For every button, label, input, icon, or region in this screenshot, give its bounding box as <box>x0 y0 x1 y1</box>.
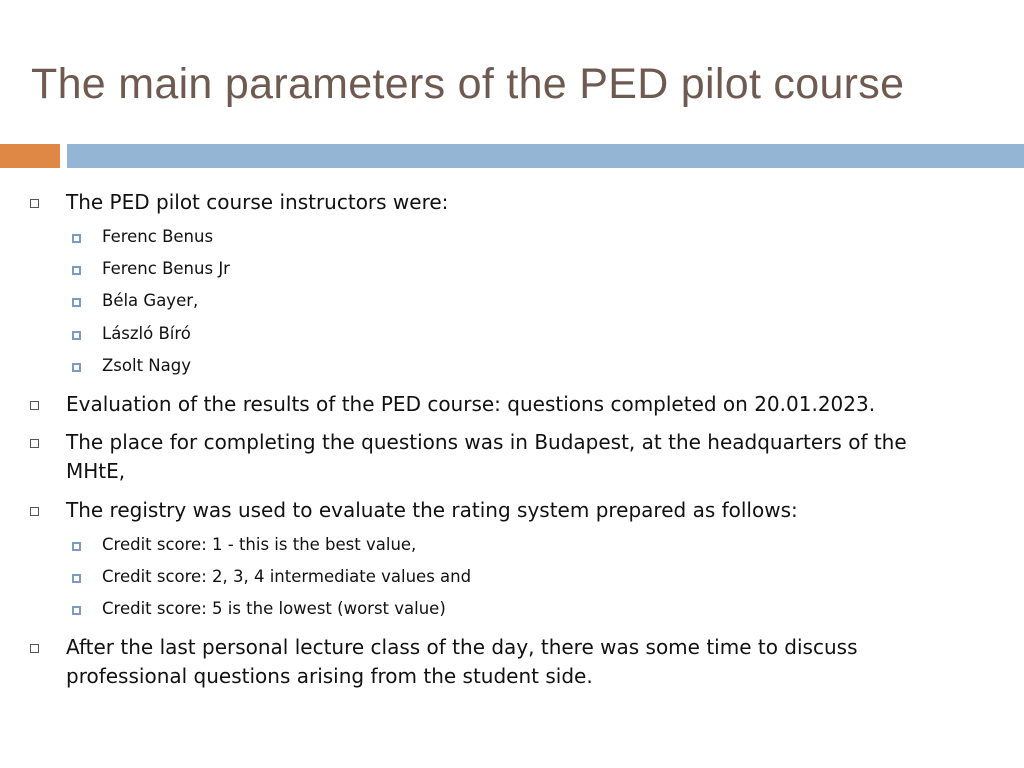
bullet-marker-icon <box>30 199 39 208</box>
bullet-place: The place for completing the questions was in Budapest, at the headquarters of the MHtE, <box>66 430 907 483</box>
slide-title: The main parameters of the PED pilot course <box>31 60 905 108</box>
sub-bullet-marker-icon <box>72 542 81 551</box>
bullet-evaluation: Evaluation of the results of the PED course: questions completed on 20.01.2023. <box>66 392 876 416</box>
sub-bullet-marker-icon <box>72 363 81 372</box>
sub-bullet-instructor-4: László Bíró <box>102 324 191 343</box>
bullet-marker-icon <box>30 401 39 410</box>
sub-bullet-credit-1: Credit score: 1 - this is the best value, <box>102 535 417 554</box>
bullet-discussion: After the last personal lecture class of the day, there was some time to discuss professional questions arising from the student side. <box>66 635 858 688</box>
sub-bullet-marker-icon <box>72 234 81 243</box>
sub-bullet-credit-3: Credit score: 5 is the lowest (worst value) <box>102 599 446 618</box>
sub-bullet-marker-icon <box>72 606 81 615</box>
sub-bullet-instructor-2: Ferenc Benus Jr <box>102 259 230 278</box>
sub-bullet-instructor-5: Zsolt Nagy <box>102 356 191 375</box>
bullet-marker-icon <box>30 507 39 516</box>
sub-bullet-marker-icon <box>72 298 81 307</box>
sub-bullet-marker-icon <box>72 574 81 583</box>
bullet-marker-icon <box>30 439 39 448</box>
sub-bullet-instructor-3: Béla Gayer, <box>102 291 199 310</box>
bullet-marker-icon <box>30 644 39 653</box>
sub-bullet-credit-2: Credit score: 2, 3, 4 intermediate values and <box>102 567 472 586</box>
bullet-registry: The registry was used to evaluate the rating system prepared as follows: <box>66 498 798 522</box>
bullet-instructors: The PED pilot course instructors were: <box>66 190 449 214</box>
sub-bullet-marker-icon <box>72 331 81 340</box>
sub-bullet-instructor-1: Ferenc Benus <box>102 227 214 246</box>
sub-bullet-marker-icon <box>72 266 81 275</box>
